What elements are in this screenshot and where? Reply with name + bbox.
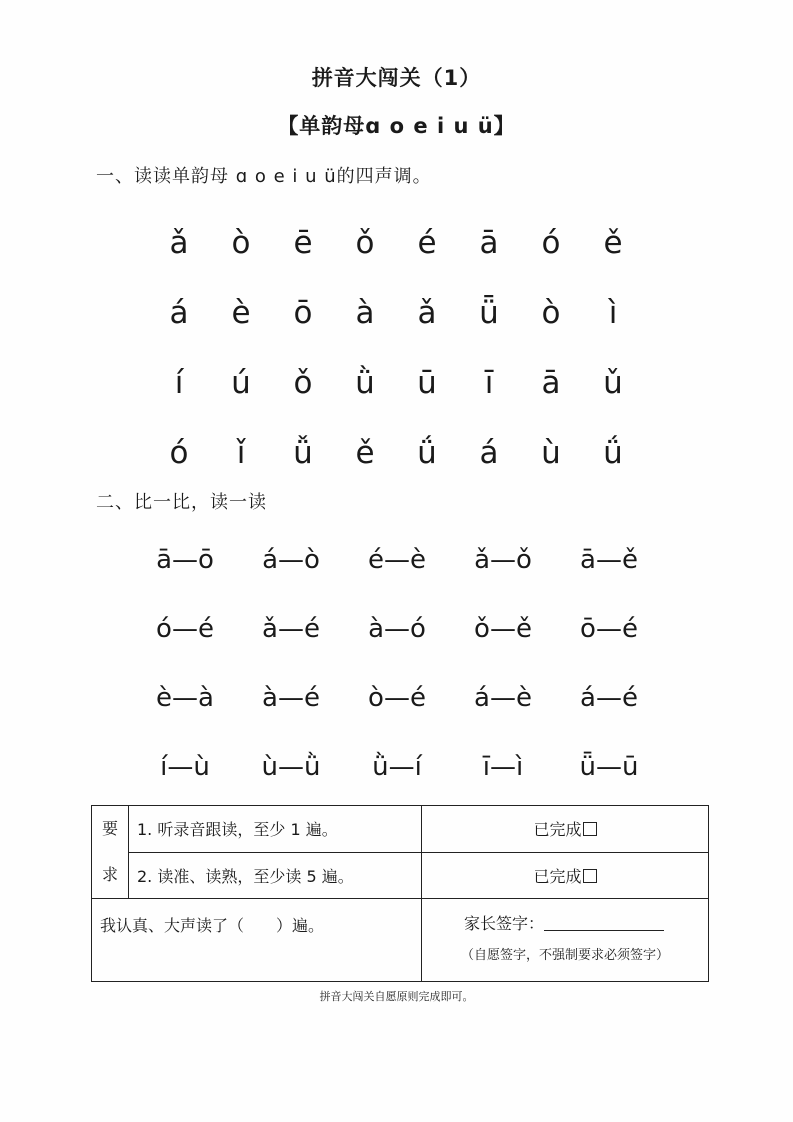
done-label-2: 已完成 xyxy=(533,866,582,886)
tone-syllable: ò xyxy=(231,225,251,261)
section2-heading: 二、比一比，读一读 xyxy=(96,492,267,513)
tone-syllable: ě xyxy=(603,225,623,261)
tone-syllable: ú xyxy=(231,365,251,401)
compare-pair: è—à xyxy=(156,682,214,713)
tone-row xyxy=(148,348,648,418)
tone-syllable: á xyxy=(169,295,189,331)
tone-syllable: ā xyxy=(479,225,499,261)
parent-sign-line xyxy=(422,911,708,934)
parent-sign-cell xyxy=(422,899,709,982)
tone-syllable: ǒ xyxy=(355,225,375,261)
tone-syllable: è xyxy=(231,295,251,331)
tone-syllable: é xyxy=(417,225,437,261)
compare-pair: ó—é xyxy=(156,613,214,644)
compare-pair: é—è xyxy=(368,544,426,575)
tone-syllable: ǎ xyxy=(169,225,189,261)
done-checkbox-1[interactable] xyxy=(583,822,597,836)
compare-grid xyxy=(132,525,672,801)
tone-syllable: ǚ xyxy=(293,435,313,471)
tone-row xyxy=(148,208,648,278)
tone-syllable: ǘ xyxy=(417,435,437,471)
compare-pair: ā—ō xyxy=(156,544,214,575)
page-subtitle: 【单韵母ɑ o e i u ü】 xyxy=(277,114,516,138)
compare-pair: í—ù xyxy=(160,751,210,782)
tone-syllable: ē xyxy=(293,225,313,261)
tone-grid xyxy=(148,208,648,488)
tone-syllable: í xyxy=(174,365,184,401)
compare-pair: ō—é xyxy=(580,613,638,644)
compare-pair: á—è xyxy=(474,682,532,713)
tone-syllable: ǐ xyxy=(236,435,246,471)
requirement-item-1: 1. 听录音跟读，至少 1 遍。 xyxy=(129,806,422,853)
read-count-text: 我认真、大声读了（ ）遍。 xyxy=(100,916,325,935)
compare-pair: ò—é xyxy=(368,682,426,713)
compare-pair: ī—ì xyxy=(482,751,524,782)
parent-sign-field[interactable] xyxy=(544,912,664,931)
compare-pair: ǒ—ě xyxy=(474,613,532,644)
tone-syllable: ǒ xyxy=(293,365,313,401)
tone-syllable: ǜ xyxy=(355,365,375,401)
tone-syllable: ǔ xyxy=(603,365,623,401)
tone-syllable: ā xyxy=(541,365,561,401)
page-title: 拼音大闯关（1） xyxy=(311,66,482,90)
parent-sign-note: （自愿签字，不强制要求必须签字） xyxy=(460,948,669,963)
tone-syllable: ó xyxy=(541,225,561,261)
requirements-label-bottom: 求 xyxy=(101,865,118,884)
compare-row xyxy=(132,594,672,663)
compare-pair: ǖ—ū xyxy=(579,751,639,782)
footer-note: 拼音大闯关自愿原则完成即可。 xyxy=(319,990,474,1003)
tone-syllable: ū xyxy=(417,365,437,401)
tone-row xyxy=(148,278,648,348)
compare-pair: ǎ—ǒ xyxy=(474,544,532,575)
compare-row xyxy=(132,525,672,594)
tone-syllable: à xyxy=(355,295,375,331)
tone-syllable: ù xyxy=(541,435,561,471)
compare-pair: ǜ—í xyxy=(372,751,422,782)
requirements-label xyxy=(92,806,129,899)
compare-row xyxy=(132,663,672,732)
compare-pair: á—é xyxy=(580,682,638,713)
tone-syllable: ī xyxy=(484,365,494,401)
tone-syllable: ò xyxy=(541,295,561,331)
tone-syllable: ě xyxy=(355,435,375,471)
done-checkbox-2[interactable] xyxy=(583,869,597,883)
compare-pair: ǎ—é xyxy=(262,613,320,644)
parent-sign-label: 家长签字： xyxy=(464,914,545,933)
requirements-table xyxy=(91,805,709,982)
tone-syllable: ō xyxy=(293,295,313,331)
requirements-label-top: 要 xyxy=(101,819,118,838)
done-cell-1 xyxy=(422,806,709,853)
tone-syllable: ì xyxy=(608,295,618,331)
section1-heading: 一、读读单韵母 ɑ o e i u ü的四声调。 xyxy=(96,166,432,187)
tone-syllable: á xyxy=(479,435,499,471)
tone-syllable: ǎ xyxy=(417,295,437,331)
tone-syllable: ǖ xyxy=(479,295,499,331)
compare-pair: à—ó xyxy=(368,613,426,644)
done-label-1: 已完成 xyxy=(533,820,582,840)
compare-pair: à—é xyxy=(262,682,320,713)
requirement-item-2: 2. 读准、读熟，至少读 5 遍。 xyxy=(129,852,422,899)
tone-row xyxy=(148,418,648,488)
compare-pair: ā—ě xyxy=(580,544,638,575)
compare-row xyxy=(132,732,672,801)
tone-syllable: ó xyxy=(169,435,189,471)
compare-pair: á—ò xyxy=(262,544,320,575)
compare-pair: ù—ǜ xyxy=(261,751,321,782)
tone-syllable: ǘ xyxy=(603,435,623,471)
read-count-cell[interactable] xyxy=(92,899,422,982)
done-cell-2 xyxy=(422,852,709,899)
